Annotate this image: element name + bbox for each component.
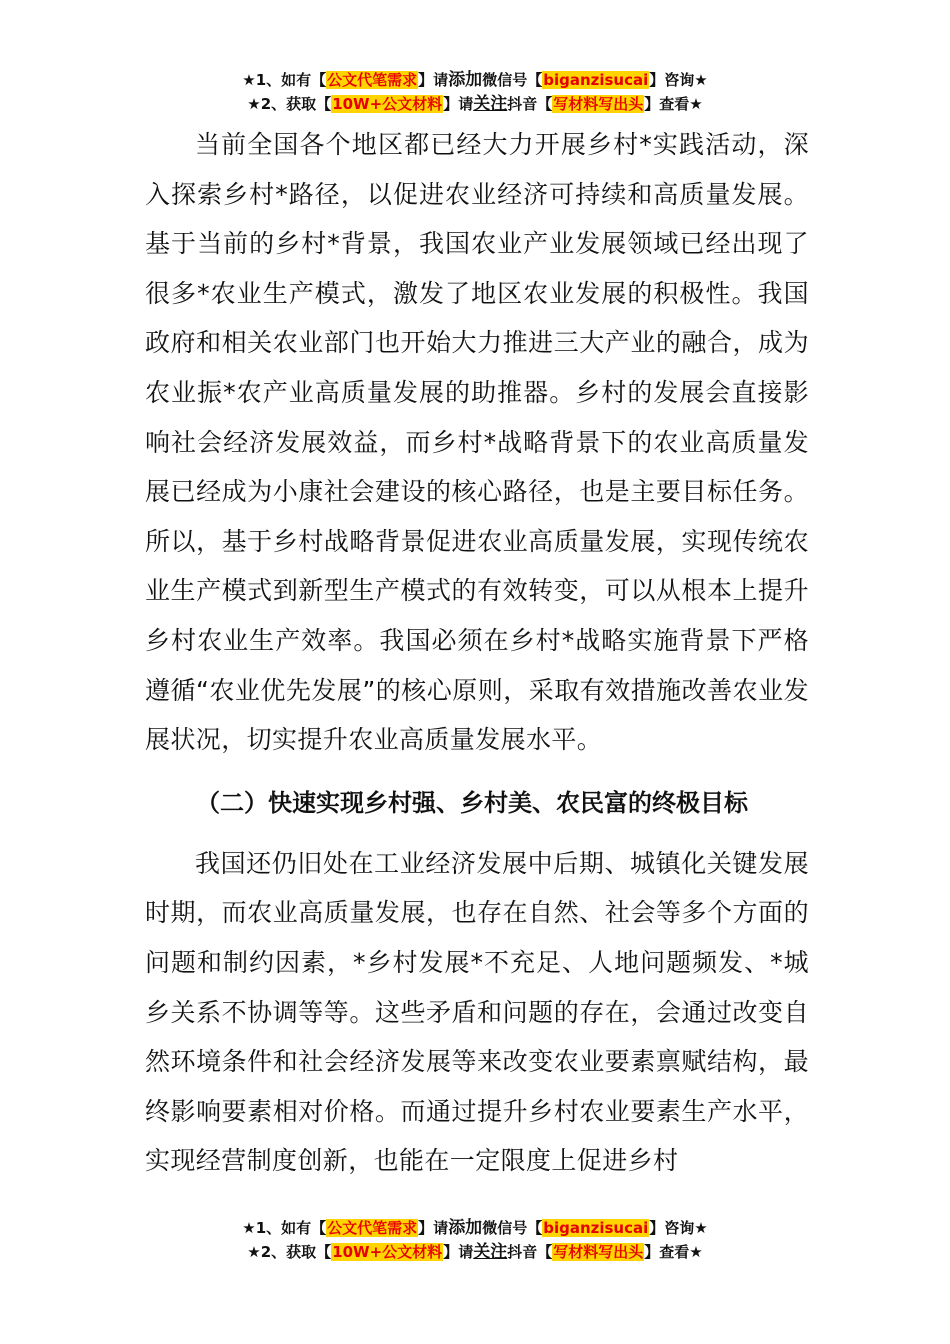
banner-text: 】请 (443, 95, 474, 113)
banner-text: 】请 (418, 71, 449, 89)
highlight-materials: 10W+公文材料 (332, 95, 443, 113)
banner-text: 】咨询★ (649, 71, 708, 89)
banner-line-1 (0, 68, 950, 92)
banner-emphasis: 添加 (448, 1218, 483, 1238)
banner-text: 】请 (443, 1243, 474, 1261)
highlight-douyin-account: 写材料写出头 (553, 1243, 644, 1261)
banner-emphasis: 关注 (473, 1242, 508, 1262)
banner-text: 抖音【 (507, 95, 553, 113)
banner-text: 】查看★ (644, 1243, 703, 1261)
banner-line-2 (0, 92, 950, 116)
highlight-service: 公文代笔需求 (327, 1219, 418, 1237)
banner-text: ★1、如有【 (242, 71, 327, 89)
highlight-wechat-id: biganzisucai (543, 71, 649, 89)
banner-text: ★1、如有【 (242, 1219, 327, 1237)
banner-text: 】查看★ (644, 95, 703, 113)
body-paragraph-2: 我国还仍旧处在工业经济发展中后期、城镇化关键发展时期，而农业高质量发展，也存在自然、社会等多个方面的问题和制约因素，*乡村发展*不充足、人地问题频发、*城乡关系不协调等等。这些矛盾和问题的存在，会通过改变自然环境条件和社会经济发展等来改变农业要素禀赋结构，最终影响要素相对价格。而通过提升乡村农业要素生产水平，实现经营制度创新，也能在一定限度上促进乡村 (145, 848, 809, 1176)
highlight-douyin-account: 写材料写出头 (553, 95, 644, 113)
highlight-service: 公文代笔需求 (327, 71, 418, 89)
highlight-wechat-id: biganzisucai (543, 1219, 649, 1237)
banner-emphasis: 关注 (473, 94, 508, 114)
footer-banner (0, 1216, 950, 1264)
document-body (145, 120, 809, 1186)
banner-emphasis: 添加 (448, 70, 483, 90)
banner-text: ★2、获取【 (247, 1243, 332, 1261)
banner-text: 】咨询★ (649, 1219, 708, 1237)
banner-text: 抖音【 (507, 1243, 553, 1261)
banner-text: ★2、获取【 (247, 95, 332, 113)
banner-text: 微信号【 (482, 71, 543, 89)
header-banner (0, 68, 950, 116)
banner-text: 】请 (418, 1219, 449, 1237)
banner-text: 微信号【 (482, 1219, 543, 1237)
section-heading: （二）快速实现乡村强、乡村美、农民富的终极目标 (196, 788, 748, 817)
banner-line-1 (0, 1216, 950, 1240)
highlight-materials: 10W+公文材料 (332, 1243, 443, 1261)
banner-line-2 (0, 1240, 950, 1264)
body-paragraph-1: 当前全国各个地区都已经大力开展乡村*实践活动，深入探索乡村*路径，以促进农业经济可持续和高质量发展。基于当前的乡村*背景，我国农业产业发展领域已经出现了很多*农业生产模式，激发了地区农业发展的积极性。我国政府和相关农业部门也开始大力推进三大产业的融合，成为农业振*农产业高质量发展的助推器。乡村的发展会直接影响社会经济发展效益，而乡村*战略背景下的农业高质量发展已经成为小康社会建设的核心路径，也是主要目标任务。所以，基于乡村战略背景促进农业高质量发展，实现传统农业生产模式到新型生产模式的有效转变，可以从根本上提升乡村农业生产效率。我国必须在乡村*战略实施背景下严格遵循“农业优先发展”的核心原则，采取有效措施改善农业发展状况，切实提升农业高质量发展水平。 (145, 130, 809, 755)
